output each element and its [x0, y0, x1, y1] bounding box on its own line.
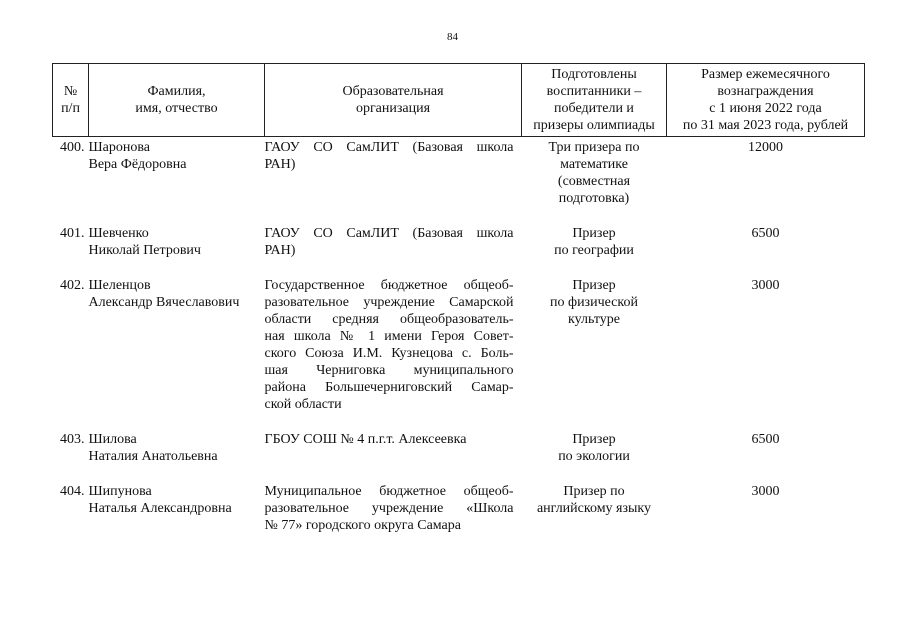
- row-organization: [265, 431, 522, 483]
- org-line: ской области: [264, 397, 342, 412]
- header-prepared-line: победители и: [554, 101, 634, 116]
- prepared-line: Призер: [572, 226, 616, 241]
- row-name: [89, 277, 265, 431]
- header-prepared: [522, 64, 667, 137]
- given-names: Александр Вячеславович: [88, 295, 240, 310]
- header-prepared-line: призеры олимпиады: [533, 118, 655, 133]
- header-name: [89, 64, 265, 137]
- table-row: [53, 225, 865, 277]
- header-org: [265, 64, 522, 137]
- org-line: разовательное учреждение «Школа: [264, 501, 514, 516]
- row-number: 404.: [60, 484, 85, 499]
- row-amount: 6500: [751, 226, 780, 241]
- prepared-line: подготовка): [558, 191, 630, 206]
- org-line: Государственное бюджетное общеоб-: [264, 278, 514, 293]
- table-row: [53, 483, 865, 552]
- prepared-line: Три призера по: [548, 140, 640, 155]
- header-amount-line: Размер ежемесячного: [701, 67, 830, 82]
- row-name: [89, 431, 265, 483]
- row-organization: [265, 137, 522, 226]
- header-prepared-line: воспитанники –: [546, 84, 642, 99]
- header-amount-line: по 31 мая 2023 года, рублей: [682, 118, 849, 133]
- given-names: Вера Фёдоровна: [88, 157, 187, 172]
- surname: Шилова: [88, 432, 137, 447]
- org-line: ная школа № 1 имени Героя Совет-: [264, 329, 514, 344]
- org-line: разовательное учреждение Самарской: [264, 295, 514, 310]
- row-amount: 6500: [751, 432, 780, 447]
- org-line: РАН): [264, 157, 296, 172]
- prepared-line: английскому языку: [536, 501, 652, 516]
- surname: Шаронова: [88, 140, 150, 155]
- awards-table: [52, 63, 865, 552]
- org-line: области средняя общеобразователь-: [264, 312, 514, 327]
- header-amount: [667, 64, 865, 137]
- row-prepared: [522, 277, 667, 431]
- prepared-line: Призер по: [563, 484, 625, 499]
- header-amount-line: вознаграждения: [717, 84, 814, 99]
- row-organization: [265, 483, 522, 552]
- row-number: 401.: [60, 226, 85, 241]
- header-org-line: организация: [355, 101, 431, 116]
- row-organization: [265, 225, 522, 277]
- org-line: шая Черниговка муниципального: [264, 363, 514, 378]
- row-number: 402.: [60, 278, 85, 293]
- table-row: [53, 431, 865, 483]
- given-names: Николай Петрович: [88, 243, 201, 258]
- header-prepared-line: Подготовлены: [551, 67, 637, 82]
- given-names: Наталья Александровна: [88, 501, 232, 516]
- header-num-line: №: [63, 84, 78, 99]
- given-names: Наталия Анатольевна: [88, 449, 218, 464]
- header-amount-line: с 1 июня 2022 года: [709, 101, 822, 116]
- page-number: 84: [447, 31, 458, 43]
- row-number: 400.: [60, 140, 85, 155]
- prepared-line: по экологии: [558, 449, 630, 464]
- row-prepared: [522, 483, 667, 552]
- org-line: ГАОУ СО СамЛИТ (Базовая школа: [264, 226, 514, 241]
- header-org-line: Образовательная: [342, 84, 444, 99]
- row-name: [89, 483, 265, 552]
- surname: Шевченко: [88, 226, 149, 241]
- prepared-line: по физической: [550, 295, 638, 310]
- row-prepared: [522, 431, 667, 483]
- org-line: № 77» городского округа Самара: [264, 518, 461, 533]
- row-amount: 3000: [751, 484, 780, 499]
- surname: Шипунова: [88, 484, 152, 499]
- prepared-line: математике: [560, 157, 628, 172]
- org-line: ГАОУ СО СамЛИТ (Базовая школа: [264, 140, 514, 155]
- header-num-line: п/п: [61, 101, 80, 116]
- org-line: РАН): [264, 243, 296, 258]
- row-prepared: [522, 225, 667, 277]
- prepared-line: культуре: [568, 312, 620, 327]
- row-amount: 12000: [748, 140, 783, 155]
- header-name-line: имя, отчество: [135, 101, 218, 116]
- org-line: ГБОУ СОШ № 4 п.г.т. Алексеевка: [264, 432, 467, 447]
- row-amount: 3000: [751, 278, 780, 293]
- header-name-line: Фамилия,: [147, 84, 206, 99]
- row-number: 403.: [60, 432, 85, 447]
- org-line: Муниципальное бюджетное общеоб-: [264, 484, 514, 499]
- table-header-row: [53, 64, 865, 137]
- surname: Шеленцов: [88, 278, 151, 293]
- row-prepared: [522, 137, 667, 226]
- row-organization: [265, 277, 522, 431]
- table-row: [53, 137, 865, 226]
- row-name: [89, 137, 265, 226]
- prepared-line: Призер: [572, 278, 616, 293]
- org-line: района Большечерниговский Самар-: [264, 380, 514, 395]
- org-line: ского Союза И.М. Кузнецова с. Боль-: [264, 346, 514, 361]
- prepared-line: (совместная: [557, 174, 631, 189]
- prepared-line: по географии: [554, 243, 634, 258]
- prepared-line: Призер: [572, 432, 616, 447]
- header-num: [53, 64, 89, 137]
- row-name: [89, 225, 265, 277]
- table-row: [53, 277, 865, 431]
